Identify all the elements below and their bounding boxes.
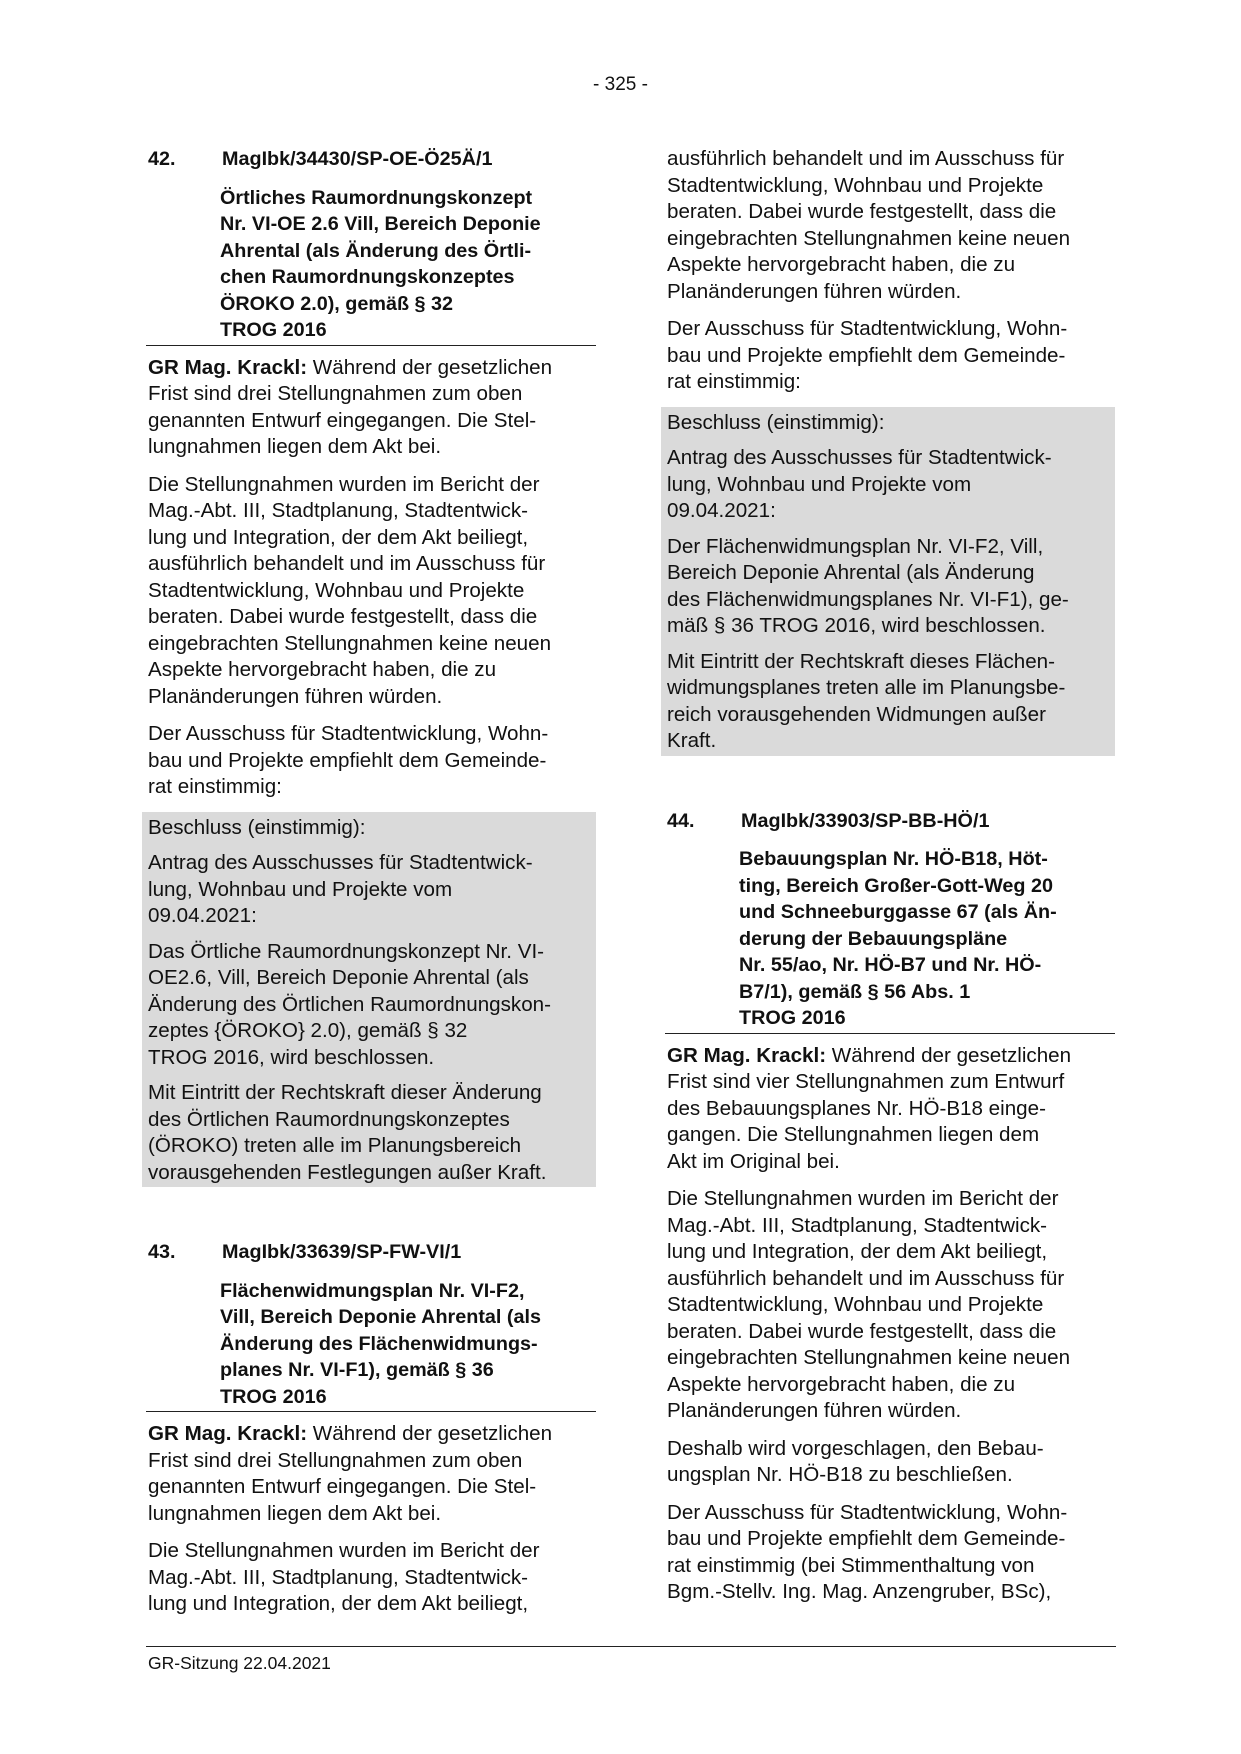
agenda-item-44 bbox=[665, 808, 1115, 1606]
item-subject: Bebauungsplan Nr. HÖ-B18, Höt- ting, Bereich Großer-Gott-Weg 20 und Schneeburggasse 67 (als Än- derung der Bebauungspläne Nr. 55/ao, Nr. HÖ-B7 und Nr. HÖ- B7/1), gemäß § 56 Abs. 1 TROG 2016 bbox=[739, 848, 1057, 1029]
resolution-title: Beschluss (einstimmig): bbox=[148, 815, 366, 839]
paragraph-text: Während der gesetzlichen Frist sind drei Stellungnahmen zum oben genannten Entwurf eingegangen. Die Stel- lungnahmen liegen dem Akt bei. bbox=[148, 1422, 553, 1525]
item-number: 44. bbox=[667, 809, 695, 832]
agenda-item-42 bbox=[146, 146, 596, 1187]
item-heading bbox=[665, 808, 1115, 835]
page-footer bbox=[146, 1646, 1116, 1674]
paragraph: Der Ausschuss für Stadtentwicklung, Wohn- bau und Projekte empfiehlt dem Gemeinde- rat einstimmig: bbox=[667, 317, 1068, 393]
speaker-name: GR Mag. Krackl: bbox=[148, 355, 308, 379]
item-subject-block bbox=[665, 846, 1115, 1034]
item-number: 42. bbox=[148, 148, 176, 170]
item-code: MagIbk/34430/SP-OE-Ö25Ä/1 bbox=[222, 148, 493, 170]
resolution-effect: Mit Eintritt der Rechtskraft dieser Änderung des Örtlichen Raumordnungskonzeptes (ÖROKO) treten alle im Planungsbereich vorausgehenden Festlegungen außer Kraft. bbox=[148, 1081, 547, 1184]
agenda-item-43 bbox=[146, 1239, 596, 1618]
resolution-decision: Der Flächenwidmungsplan Nr. VI-F2, Vill, Bereich Deponie Ahrental (als Änderung des Flächenwidmungsplanes Nr. VI-F1), ge- mäß § 36 TROG 2016, wird beschlossen. bbox=[667, 534, 1069, 637]
paragraph: Deshalb wird vorgeschlagen, den Bebau- ungsplan Nr. HÖ-B18 zu beschließen. bbox=[667, 1436, 1044, 1486]
speaker-paragraph bbox=[146, 1421, 596, 1527]
item-number: 43. bbox=[148, 1241, 176, 1263]
speaker-name: GR Mag. Krackl: bbox=[667, 1043, 827, 1067]
resolution-effect: Mit Eintritt der Rechtskraft dieses Flächen- widmungsplanes treten alle im Planungsbe- reich vorausgehenden Widmungen außer Kraft. bbox=[667, 649, 1066, 752]
item-subject-block bbox=[146, 1278, 596, 1413]
speaker-name: GR Mag. Krackl: bbox=[148, 1422, 308, 1445]
resolution-motion: Antrag des Ausschusses für Stadtentwick- lung, Wohnbau und Projekte vom 09.04.2021: bbox=[148, 851, 533, 927]
paragraph-text: Während der gesetzlichen Frist sind vier Stellungnahmen zum Entwurf des Bebauungsplanes Nr. HÖ-B18 einge- gangen. Die Stellungnahmen liegen dem Akt im Original bei. bbox=[667, 1043, 1072, 1173]
agenda-item-43-continued bbox=[665, 146, 1115, 756]
item-code: MagIbk/33639/SP-FW-VI/1 bbox=[222, 1241, 462, 1263]
speaker-paragraph bbox=[146, 355, 596, 461]
resolution-box bbox=[661, 407, 1115, 756]
item-subject: Örtliches Raumordnungskonzept Nr. VI-OE 2.6 Vill, Bereich Deponie Ahrental (als Änderung des Örtli- chen Raumordnungskonzeptes ÖROKO 2.0), gemäß § 32 TROG 2016 bbox=[220, 186, 541, 341]
item-heading bbox=[146, 146, 596, 173]
resolution-decision: Das Örtliche Raumordnungskonzept Nr. VI- OE2.6, Vill, Bereich Deponie Ahrental (als Änderung des Örtlichen Raumordnungskon- zeptes {ÖROKO} 2.0), gemäß § 32 TROG 2016, wird beschlossen. bbox=[148, 939, 551, 1069]
resolution-motion: Antrag des Ausschusses für Stadtentwick- lung, Wohnbau und Projekte vom 09.04.2021: bbox=[667, 446, 1052, 522]
footer-text: GR-Sitzung 22.04.2021 bbox=[148, 1653, 331, 1673]
item-subject: Flächenwidmungsplan Nr. VI-F2, Vill, Bereich Deponie Ahrental (als Änderung des Flächenwidmungs- planes Nr. VI-F1), gemäß § 36 TROG 2016 bbox=[220, 1279, 541, 1408]
resolution-title: Beschluss (einstimmig): bbox=[667, 410, 885, 434]
page-number: - 325 - bbox=[593, 74, 648, 95]
right-column bbox=[665, 146, 1115, 1617]
item-heading bbox=[146, 1239, 596, 1266]
speaker-paragraph bbox=[665, 1043, 1115, 1176]
paragraph: Die Stellungnahmen wurden im Bericht der Mag.-Abt. III, Stadtplanung, Stadtentwick- lung und Integration, der dem Akt beiliegt, ausführlich behandelt und im Ausschuss für Stadtentwicklung, Wohnbau und Projekte beraten. Dabei wurde festgestellt, dass die eingebrachten Stellungnahmen keine neuen Aspekte hervorgebracht haben, die zu Planänderungen führen würden. bbox=[667, 1187, 1071, 1422]
paragraph-text: Während der gesetzlichen Frist sind drei Stellungnahmen zum oben genannten Entwurf eingegangen. Die Stel- lungnahmen liegen dem Akt bei. bbox=[148, 355, 553, 458]
item-subject-block bbox=[146, 185, 596, 346]
paragraph: ausführlich behandelt und im Ausschuss für Stadtentwicklung, Wohnbau und Projekte beraten. Dabei wurde festgestellt, dass die eingebrachten Stellungnahmen keine neuen Aspekte hervorgebracht haben, die zu Planänderungen führen würden. bbox=[667, 147, 1071, 303]
resolution-box bbox=[142, 812, 596, 1188]
paragraph: Der Ausschuss für Stadtentwicklung, Wohn- bau und Projekte empfiehlt dem Gemeinde- rat einstimmig (bei Stimmenthaltung von Bgm.-Stellv. Ing. Mag. Anzengruber, BSc), bbox=[667, 1500, 1068, 1603]
paragraph: Die Stellungnahmen wurden im Bericht der Mag.-Abt. III, Stadtplanung, Stadtentwick- lung und Integration, der dem Akt beiliegt, ausführlich behandelt und im Ausschuss für Stadtentwicklung, Wohnbau und Projekte beraten. Dabei wurde festgestellt, dass die eingebrachten Stellungnahmen keine neuen Aspekte hervorgebracht haben, die zu Planänderungen führen würden. bbox=[148, 472, 552, 708]
paragraph: Der Ausschuss für Stadtentwicklung, Wohn- bau und Projekte empfiehlt dem Gemeinde- rat einstimmig: bbox=[148, 722, 549, 798]
paragraph: Die Stellungnahmen wurden im Bericht der Mag.-Abt. III, Stadtplanung, Stadtentwick- lung und Integration, der dem Akt beiliegt, bbox=[148, 1539, 540, 1615]
left-column bbox=[146, 146, 596, 1629]
item-code: MagIbk/33903/SP-BB-HÖ/1 bbox=[741, 809, 990, 832]
